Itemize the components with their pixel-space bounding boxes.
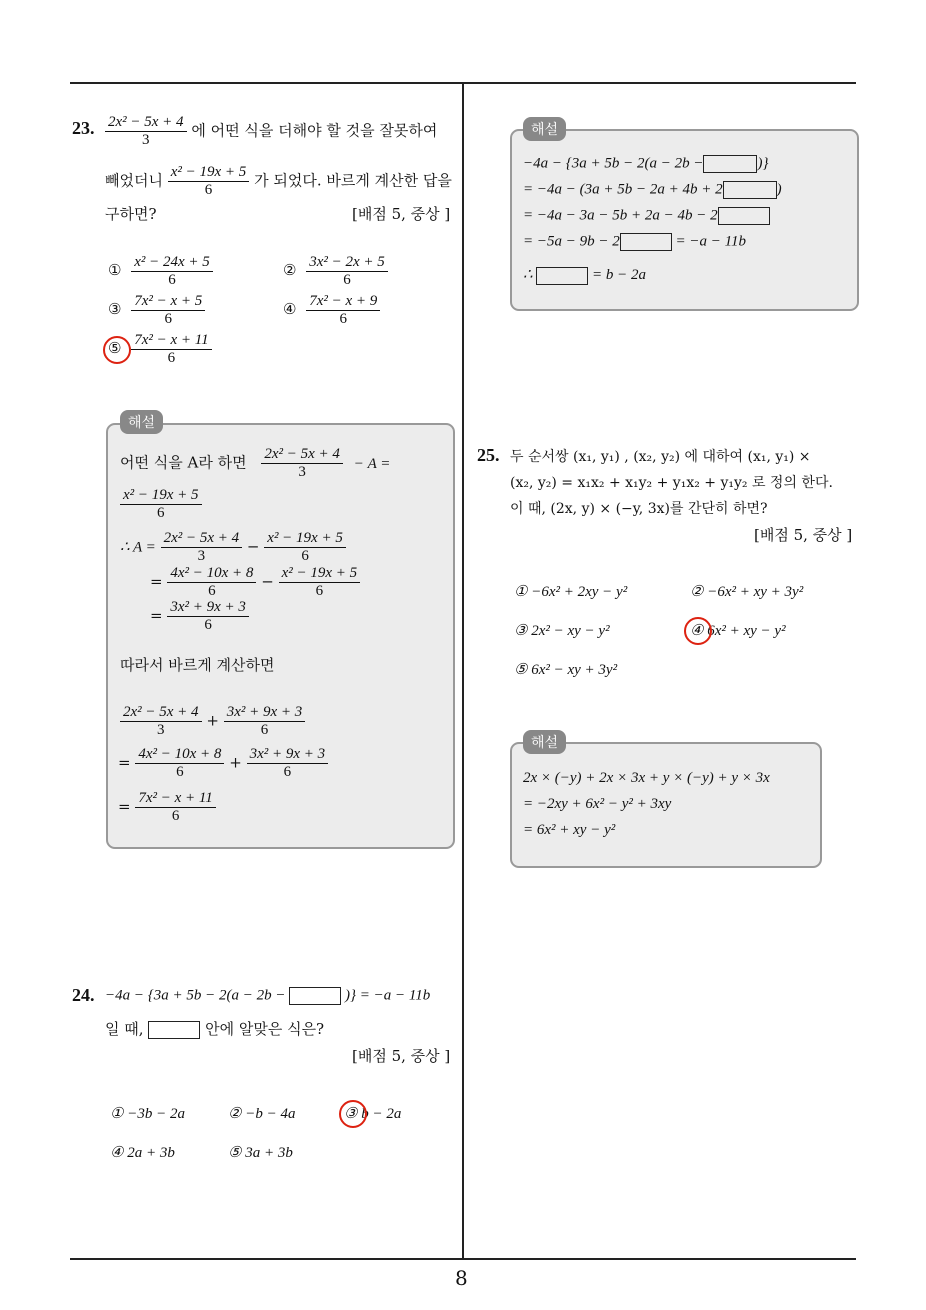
q23-sol-frac-a: $\frac{\text{x² − 19x + 5}}{6}$ [120, 487, 202, 522]
q25-option-4[interactable]: ④ 6x² + xy − y² [690, 623, 786, 639]
bottom-rule [70, 1258, 856, 1260]
q24-sol-line-5: ∴ = b − 2a [523, 267, 647, 283]
q24-number: 24. [72, 985, 95, 1005]
q23-sol-l2: = $\frac{\text{4x² − 10x + 8}}{6}$ − $\frac{\text{x² − 19x + 5}}{6}$ [150, 565, 360, 600]
q25-line2: (x₂, y₂) = x₁x₂ + x₁y₂ + y₁x₂ + y₁y₂ 로 정의 한다. [510, 475, 833, 491]
q25-option-5[interactable]: ⑤ 6x² − xy + 3y² [514, 662, 618, 678]
q23-sol-r2: = $\frac{\text{4x² − 10x + 8}}{6}$ + $\frac{\text{3x² + 9x + 3}}{6}$ [118, 746, 328, 781]
q23-text1: 에 어떤 식을 더해야 할 것을 잘못하여 [191, 121, 438, 140]
q24-option-4[interactable]: ④ 2a + 3b [110, 1145, 175, 1161]
q24-option-1[interactable]: ① −3b − 2a [110, 1106, 185, 1122]
q24-equation: −4a − {3a + 5b − 2(a − 2b − )} = −a − 11b [105, 987, 431, 1004]
q23-line2: 빼었더니 $\frac{\text{x² − 19x + 5}}{6}$ 가 되었다. 바르게 계산한 답을 [105, 164, 452, 198]
q24-blank-box-2 [148, 1021, 200, 1039]
q23-sol-l3: = $\frac{\text{3x² + 9x + 3}}{6}$ [150, 599, 249, 634]
q25-option-1[interactable]: ① −6x² + 2xy − y² [514, 584, 628, 600]
q24-blank-box [289, 987, 341, 1005]
q25-option-3[interactable]: ③ 2x² − xy − y² [514, 623, 610, 639]
page-number: 8 [455, 1266, 468, 1290]
q23-line3: 구하면? [105, 205, 157, 223]
q24-option-5[interactable]: ⑤ 3a + 3b [228, 1145, 293, 1161]
q23-answer-circle [103, 336, 131, 364]
q25-solution-tag: 해설 [523, 730, 566, 754]
q25-sol-line-3: = 6x² + xy − y² [523, 822, 616, 838]
q24-option-3[interactable]: ③ b − 2a [344, 1106, 402, 1122]
q23-option-5[interactable]: ⑤ $\frac{\text{7x² − x + 11}}{6}$ [108, 332, 212, 367]
q24-score: [배점 5, 중상 ] [352, 1047, 451, 1065]
q25-number: 25. [477, 445, 500, 465]
q25-answer-circle [684, 617, 712, 645]
q24-sol-line-1: −4a − {3a + 5b − 2(a − 2b − )} [523, 155, 769, 172]
q23-score: [배점 5, 중상 ] [352, 205, 451, 223]
q23-sol-text: 따라서 바르게 계산하면 [120, 656, 275, 674]
q24-answer-circle [339, 1100, 367, 1128]
q24-sol-line-3: = −4a − 3a − 5b + 2a − 4b − 2 [523, 207, 770, 225]
q24-sol-line-2: = −4a − (3a + 5b − 2a + 4b + 2 ) [523, 181, 782, 198]
q23-sol-r3: = $\frac{\text{7x² − x + 11}}{6}$ [118, 790, 216, 825]
q23-option-3[interactable]: ③ $\frac{\text{7x² − x + 5}}{6}$ [108, 293, 205, 328]
q23-sol-l1: ∴ A = $\frac{\text{2x² − 5x + 4}}{3}$ − $\frac{\text{x² − 19x + 5}}{6}$ [120, 530, 346, 565]
q25-option-2[interactable]: ② −6x² + xy + 3y² [690, 584, 804, 600]
q24-option-2[interactable]: ② −b − 4a [228, 1106, 296, 1122]
q24-line2: 일 때, 안에 알맞은 식은? [105, 1020, 325, 1038]
q25-line1: 두 순서쌍 (x₁, y₁) , (x₂, y₂) 에 대하여 (x₁, y₁) × [510, 449, 811, 465]
q23-line1: $\frac{\text{2x² − 5x + 4}}{3}$ 에 어떤 식을 더해야 할 것을 잘못하여 [105, 114, 437, 149]
q23-option-4[interactable]: ④ $\frac{\text{7x² − x + 9}}{6}$ [283, 293, 380, 328]
q25-line3: 이 때, (2x, y) × (−y, 3x)를 간단히 하면? [510, 501, 768, 517]
column-divider [462, 82, 464, 1260]
q25-sol-line-2: = −2xy + 6x² − y² + 3xy [523, 796, 672, 812]
q25-sol-line-1: 2x × (−y) + 2x × 3x + y × (−y) + y × 3x [523, 770, 770, 786]
q23-sol-r1: $\frac{\text{2x² − 5x + 4}}{3}$ + $\frac{\text{3x² + 9x + 3}}{6}$ [120, 704, 305, 739]
q24-solution-tag: 해설 [523, 117, 566, 141]
q23-option-1[interactable]: ① $\frac{\text{x² − 24x + 5}}{6}$ [108, 254, 213, 289]
q23-number: 23. [72, 118, 95, 138]
q23-sol-intro: 어떤 식을 A라 하면 $\frac{\text{2x² − 5x + 4}}{3}$ − A = [120, 446, 391, 480]
q23-solution-tag: 해설 [120, 410, 163, 434]
q24-sol-line-4: = −5a − 9b − 2 = −a − 11b [523, 233, 747, 250]
q25-score: [배점 5, 중상 ] [754, 526, 853, 544]
q23-option-2[interactable]: ② $\frac{\text{3x² − 2x + 5}}{6}$ [283, 254, 388, 289]
